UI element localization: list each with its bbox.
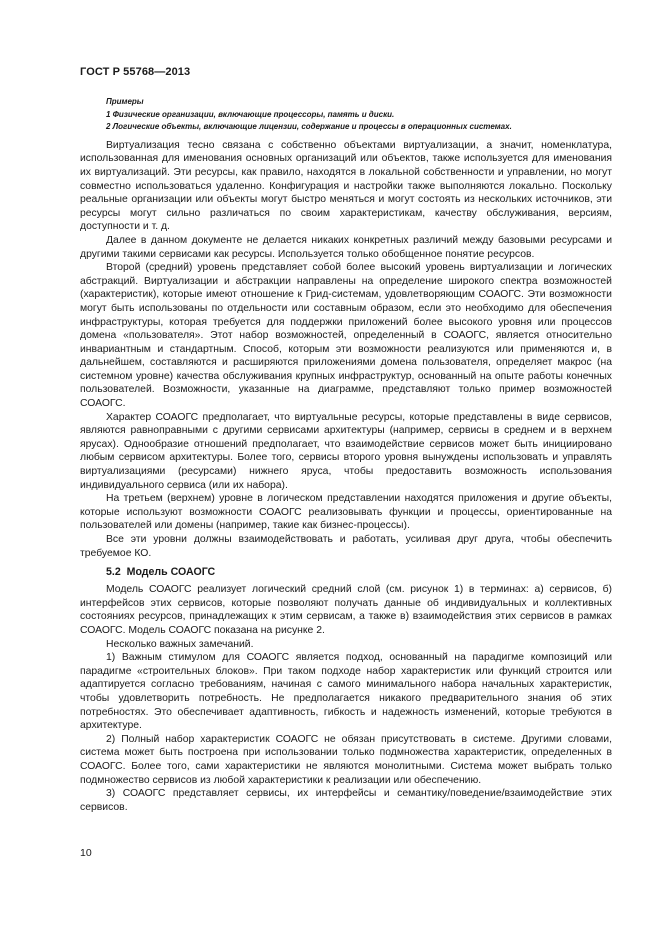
paragraph-remark-1: 1) Важным стимулом для СОАОГС является подход, основанный на парадигме композиций или парадигме «строительных блоков». При таком подходе набор характеристик или функций строится или адаптируется согласно требованиям, начиная с самого минимального набора начальных характеристик, чтобы удовлетворить потребность. Не предполагается никакого предварительного знания об этих потребностях. Это обеспечивает адаптивность, гибкость и надежность изменений, которые требуются в архитектуре.: [80, 652, 612, 732]
paragraph-soaogs-character: Характер СОАОГС предполагает, что виртуальные ресурсы, которые представлены в виде сервисов, являются равноправными с другими сервисами архитектуры (например, сервисы в среднем и в верхнем ярусах). Однообразие отношений предполагает, что взаимодействие сервисов может быть инициировано любым сервисом архитектуры. Более того, сервисы второго уровня вынуждены использовать и управлять виртуализациями (ресурсами) нижнего яруса, чтобы предоставить возможность использования индивидуального сервиса (или их набора).: [80, 411, 612, 491]
paragraph-all-levels: Все эти уровни должны взаимодействовать и работать, усиливая друг друга, чтобы обеспечить требуемое КО.: [80, 534, 612, 559]
example-item: 2 Логические объекты, включающие лицензии, содержание и процессы в операционных системах.: [106, 122, 512, 132]
examples-heading: Примеры: [106, 97, 144, 106]
example-item: 1 Физические организации, включающие процессоры, память и диски.: [106, 109, 395, 119]
paragraph-second-level: Второй (средний) уровень представляет собой более высокий уровень виртуализации и логических абстракций. Виртуализации и абстракции направлены на определение широкого спектра возможностей (характеристик), которые имеют отношение к Грид-системам, удовлетворяющим СОАОГС. Эти возможности могут быть использованы по отдельности или составным образом, если это необходимо для обеспечения инфраструктуры, которая требуется для поддержки приложений более высокого уровня или процессов домена «пользователя». Этот набор возможностей, определенный в СОАОГС, является относительно инвариантным и стандартным. Способ, которым эти возможности реализуются или применяются и, в дальнейшем, составляются и расширяются приложениями домена пользователя, определяет макрос (на системном уровне) качества обслуживания крупных инфраструктур, основанный на опыте работы конечных пользователей. Возможности, указанные на диаграмме, представляют только пример возможностей СОАОГС.: [80, 262, 612, 410]
section-number: 5.2: [106, 566, 121, 579]
examples-block: [80, 96, 612, 134]
paragraph-remark-2: 2) Полный набор характеристик СОАОГС не обязан присутствовать в системе. Другими словами, система может быть построена при использовании только подмножества характеристик, определенных в СОАОГС. Более того, сами характеристики не являются монолитными. Система может выбрать только подмножество сервисов из любой характеристики к реализации или обеспечению.: [80, 733, 612, 786]
page-number: 10: [80, 847, 92, 859]
section-heading: [80, 565, 612, 579]
document-header: ГОСТ Р 55768—2013: [80, 66, 191, 78]
paragraph-third-level: На третьем (верхнем) уровне в логическом представлении находятся приложения и другие объекты, которые используют возможности СОАОГС реализовывать функции и процессы, ориентированные на пользователей или домены (например, такие как бизнес-процессы).: [80, 493, 612, 532]
paragraph-virtualization: Виртуализация тесно связана с собственно объектами виртуализации, а значит, номенклатура, использованная для именования основных организаций или объектов, также используется для именования их виртуализаций. Эти ресурсы, как правило, находятся в локальной собственности и управлении, но могут совместно использоваться удаленно. Конфигурация и настройки также выполняются локально. Поскольку реальные организации или объекты могут быстро меняться и могут состоять из нескольких источников, эти ресурсы могут сильно различаться по своим характеристикам, качеству обслуживания, версиям, доступности и т. д.: [80, 139, 612, 233]
paragraph-remark-3: 3) СОАОГС представляет сервисы, их интерфейсы и семантику/поведение/взаимодействие этих сервисов.: [80, 788, 612, 813]
paragraph-model: Модель СОАОГС реализует логический средний слой (см. рисунок 1) в терминах: а) сервисов, б) интерфейсов этих сервисов, которые позволяют получать данные об индивидуальных и коллективных состояниях ресурсов, принадлежащих к этим сервисам, а также в) взаимодействия этих сервисов в рамках СОАОГС. Модель СОАОГС показана на рисунке 2.: [80, 584, 612, 636]
paragraph-remarks-intro: Несколько важных замечаний.: [106, 638, 254, 650]
paragraph-resources: Далее в данном документе не делается никаких конкретных различий между базовыми ресурсами и другими такими сервисами как ресурсы. Используется только обобщенное понятие ресурсов.: [80, 234, 612, 260]
page-content: [80, 96, 612, 814]
section-title: Модель СОАОГС: [126, 566, 216, 579]
